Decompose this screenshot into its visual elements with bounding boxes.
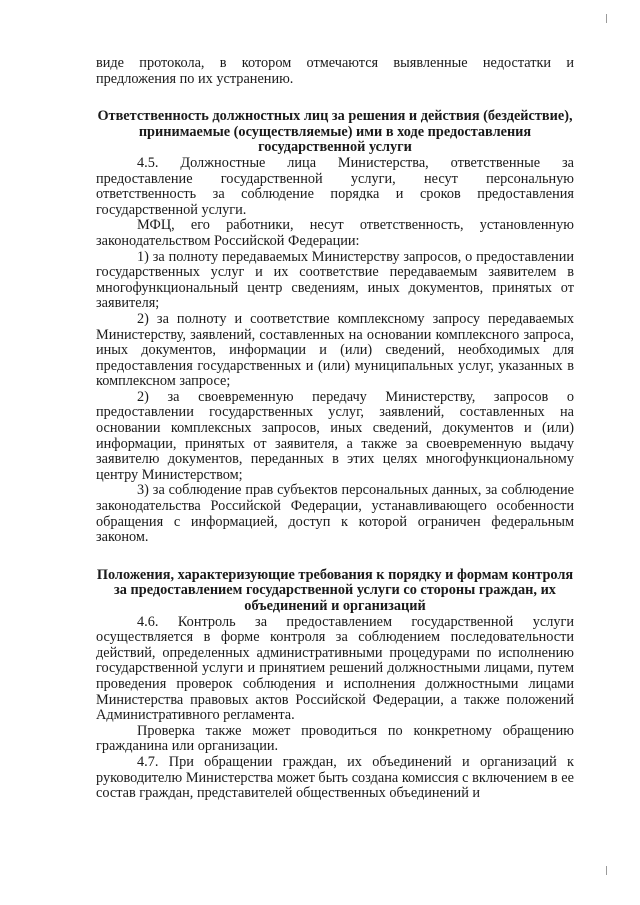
document-body	[96, 56, 574, 802]
list-item-2-second: 2) за своевременную передачу Министерству, запросов о предоставлении государственных услуг, заявлений, составленных на основании комплексных запросов, иных сведений, документов и (или) информации, принятых от заявителя, а также за своевременную выдачу заявителю документов, переданных в этих целях многофункциональному центру Министерством;	[96, 388, 574, 483]
paragraph-4-7: 4.7. При обращении граждан, их объединений и организаций к руководителю Министерства может быть создана комиссия с включением в ее состав граждан, представителей общественных объединений и	[96, 753, 574, 802]
list-item-3: 3) за соблюдение прав субъектов персональных данных, за соблюдение законодательства Российской Федерации, устанавливающего особенности обращения с информацией, доступ к которой ограничен федеральным законом.	[96, 482, 574, 546]
list-item-2: 2) за полноту и соответствие комплексному запросу передаваемых Министерству, заявлений, составленных на основании комплексного запроса, иных документов, информации и (или) сведений, необходимых для предоставления государственных и (или) муниципальных услуг, указанных в комплексном запросе;	[96, 310, 574, 390]
paragraph-mfc: МФЦ, его работники, несут ответственность, установленную законодательством Российской Федерации:	[96, 217, 574, 249]
list-item-1: 1) за полноту передаваемых Министерству запросов, о предоставлении государственных услуг и их соответствие передаваемым заявителем в многофункциональный центр сведениям, иных документов, принятых от заявителя;	[96, 248, 574, 312]
paragraph-check: Проверка также может проводиться по конкретному обращению гражданина или организации.	[96, 722, 574, 755]
scan-mark-top	[606, 14, 607, 23]
paragraph-4-5: 4.5. Должностные лица Министерства, ответственные за предоставление государственной услуги, несут персональную ответственность за соблюдение порядка и сроков предоставления государственной услуги.	[96, 154, 574, 218]
paragraph-intro: виде протокола, в котором отмечаются выявленные недостатки и предложения по их устранению.	[96, 55, 574, 87]
spacer	[96, 546, 574, 568]
heading-control: Положения, характеризующие требования к порядку и формам контроля за предоставлением государственной услуги со стороны граждан, их объединений и организаций	[96, 566, 574, 614]
heading-responsibility: Ответственность должностных лиц за решения и действия (бездействие), принимаемые (осуществляемые) ими в ходе предоставления государственной услуги	[97, 108, 573, 156]
spacer	[96, 87, 574, 109]
scan-mark-bottom	[606, 866, 607, 875]
paragraph-4-6: 4.6. Контроль за предоставлением государственной услуги осуществляется в форме контроля за соблюдением последовательности действий, определенных административными процедурами по исполнению государственной услуги и принятием решений должностными лицами, путем проведения проверок соблюдения и исполнения должностными лицами Министерства правовых актов Российской Федерации, а также положений Административного регламента.	[96, 613, 574, 724]
